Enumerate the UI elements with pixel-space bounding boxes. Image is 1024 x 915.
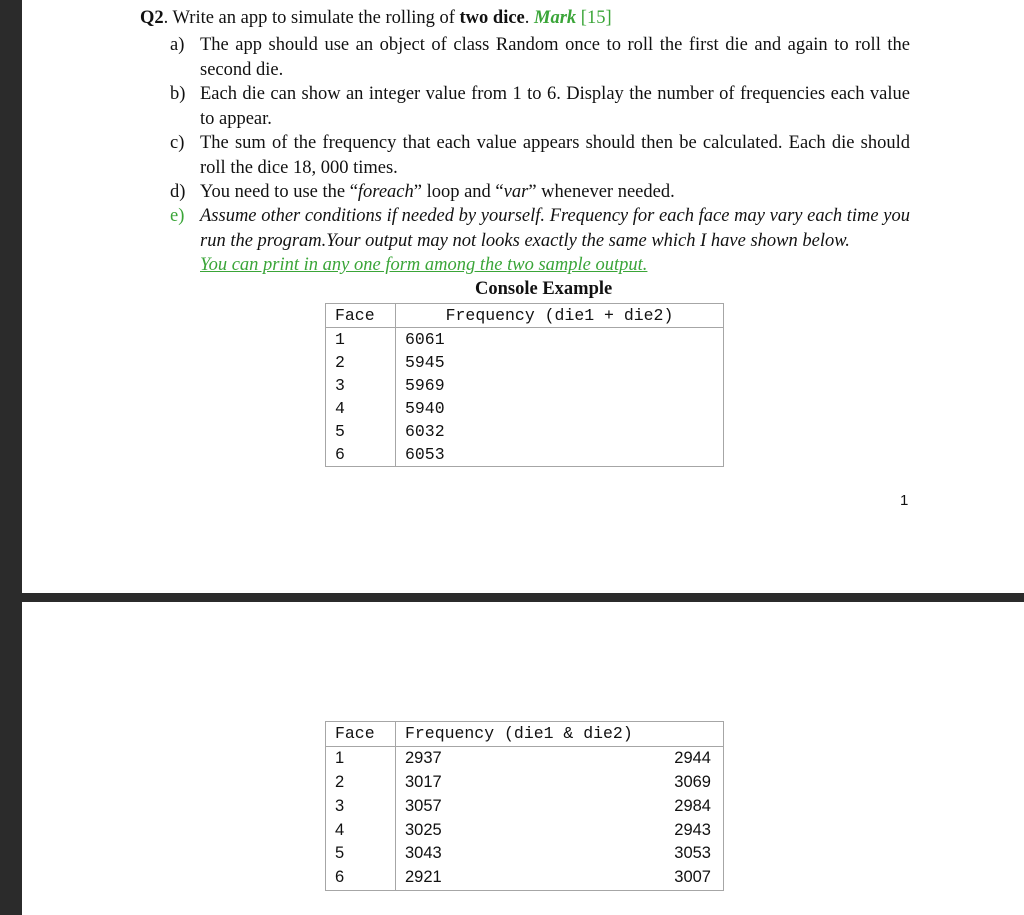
item-label: e) — [170, 206, 185, 226]
frequency-cell — [396, 746, 724, 770]
item-label: a) — [170, 35, 185, 55]
item-text — [200, 204, 910, 278]
sample-output-note-link[interactable]: You can print in any one form among the two sample output. — [200, 255, 648, 276]
table-row — [326, 420, 724, 443]
header-face: Face — [326, 722, 396, 747]
die1-frequency: 2921 — [405, 868, 442, 887]
frequency-cell: 6061 — [396, 328, 724, 352]
face-cell: 6 — [326, 443, 396, 467]
table-row — [326, 771, 724, 795]
table-row — [326, 351, 724, 374]
table-row — [326, 866, 724, 890]
item-label: b) — [170, 84, 186, 104]
question-text-after: . — [524, 8, 535, 28]
console-table-sum — [325, 303, 724, 467]
item-d-text-b: ” loop and “ — [413, 182, 504, 202]
die1-frequency: 3025 — [405, 820, 442, 839]
var-keyword: var — [503, 182, 529, 202]
face-cell: 4 — [326, 818, 396, 842]
table-row — [326, 374, 724, 397]
header-frequency: Frequency (die1 & die2) — [396, 722, 724, 747]
page-number: 1 — [900, 492, 909, 509]
header-face: Face — [326, 304, 396, 328]
face-cell: 4 — [326, 397, 396, 420]
face-cell: 2 — [326, 351, 396, 374]
item-label: d) — [170, 182, 186, 202]
die2-frequency: 2944 — [674, 749, 711, 768]
table-header-row — [326, 722, 724, 747]
die1-frequency: 2937 — [405, 749, 442, 768]
table-row — [326, 794, 724, 818]
mark-label: Mark — [534, 8, 577, 28]
question-bold-text: two dice — [459, 8, 525, 28]
item-text: The app should use an object of class Random once to roll the first die and again to roll the second die. — [200, 35, 910, 80]
frequency-cell: 5945 — [396, 351, 724, 374]
item-d-text-a: You need to use the “ — [200, 182, 358, 202]
frequency-cell — [396, 842, 724, 866]
console-example-title: Console Example — [475, 279, 613, 299]
table-row — [326, 443, 724, 467]
frequency-cell — [396, 866, 724, 890]
item-label: c) — [170, 133, 185, 153]
die1-frequency: 3057 — [405, 796, 442, 815]
table-row — [326, 397, 724, 420]
frequency-cell: 6032 — [396, 420, 724, 443]
face-cell: 5 — [326, 420, 396, 443]
die2-frequency: 3069 — [674, 772, 711, 791]
frequency-cell: 5969 — [396, 374, 724, 397]
table-header-row — [326, 304, 724, 328]
die1-frequency: 3043 — [405, 844, 442, 863]
frequency-cell — [396, 818, 724, 842]
face-cell: 5 — [326, 842, 396, 866]
question-title — [140, 8, 612, 29]
mark-value: [15] — [576, 8, 612, 28]
frequency-cell — [396, 794, 724, 818]
item-text — [200, 180, 910, 205]
face-cell: 1 — [326, 328, 396, 352]
die2-frequency: 2943 — [674, 820, 711, 839]
die2-frequency: 2984 — [674, 796, 711, 815]
question-text-before: . Write an app to simulate the rolling of — [163, 8, 460, 28]
item-d-text-c: ” whenever needed. — [528, 182, 675, 202]
face-cell: 2 — [326, 771, 396, 795]
item-e-text: Assume other conditions if needed by yourself. Frequency for each face may vary each time you run the program.Your output may not looks exactly the same which I have shown below. — [200, 206, 910, 251]
item-text: Each die can show an integer value from 1 to 6. Display the number of frequencies each value to appear. — [200, 84, 910, 129]
question-number: Q2 — [140, 8, 164, 28]
face-cell: 3 — [326, 374, 396, 397]
face-cell: 6 — [326, 866, 396, 890]
frequency-cell: 5940 — [396, 397, 724, 420]
face-cell: 1 — [326, 746, 396, 770]
die2-frequency: 3053 — [674, 844, 711, 863]
table-row — [326, 818, 724, 842]
face-cell: 3 — [326, 794, 396, 818]
header-frequency: Frequency (die1 + die2) — [396, 304, 724, 328]
table-row — [326, 746, 724, 770]
die1-frequency: 3017 — [405, 772, 442, 791]
die2-frequency: 3007 — [674, 868, 711, 887]
console-table-separate — [325, 721, 724, 891]
table-row — [326, 842, 724, 866]
foreach-keyword: foreach — [357, 182, 414, 202]
frequency-cell: 6053 — [396, 443, 724, 467]
frequency-cell — [396, 771, 724, 795]
item-text: The sum of the frequency that each value appears should then be calculated. Each die should roll the dice 18, 000 times. — [200, 133, 910, 178]
table-row — [326, 328, 724, 352]
